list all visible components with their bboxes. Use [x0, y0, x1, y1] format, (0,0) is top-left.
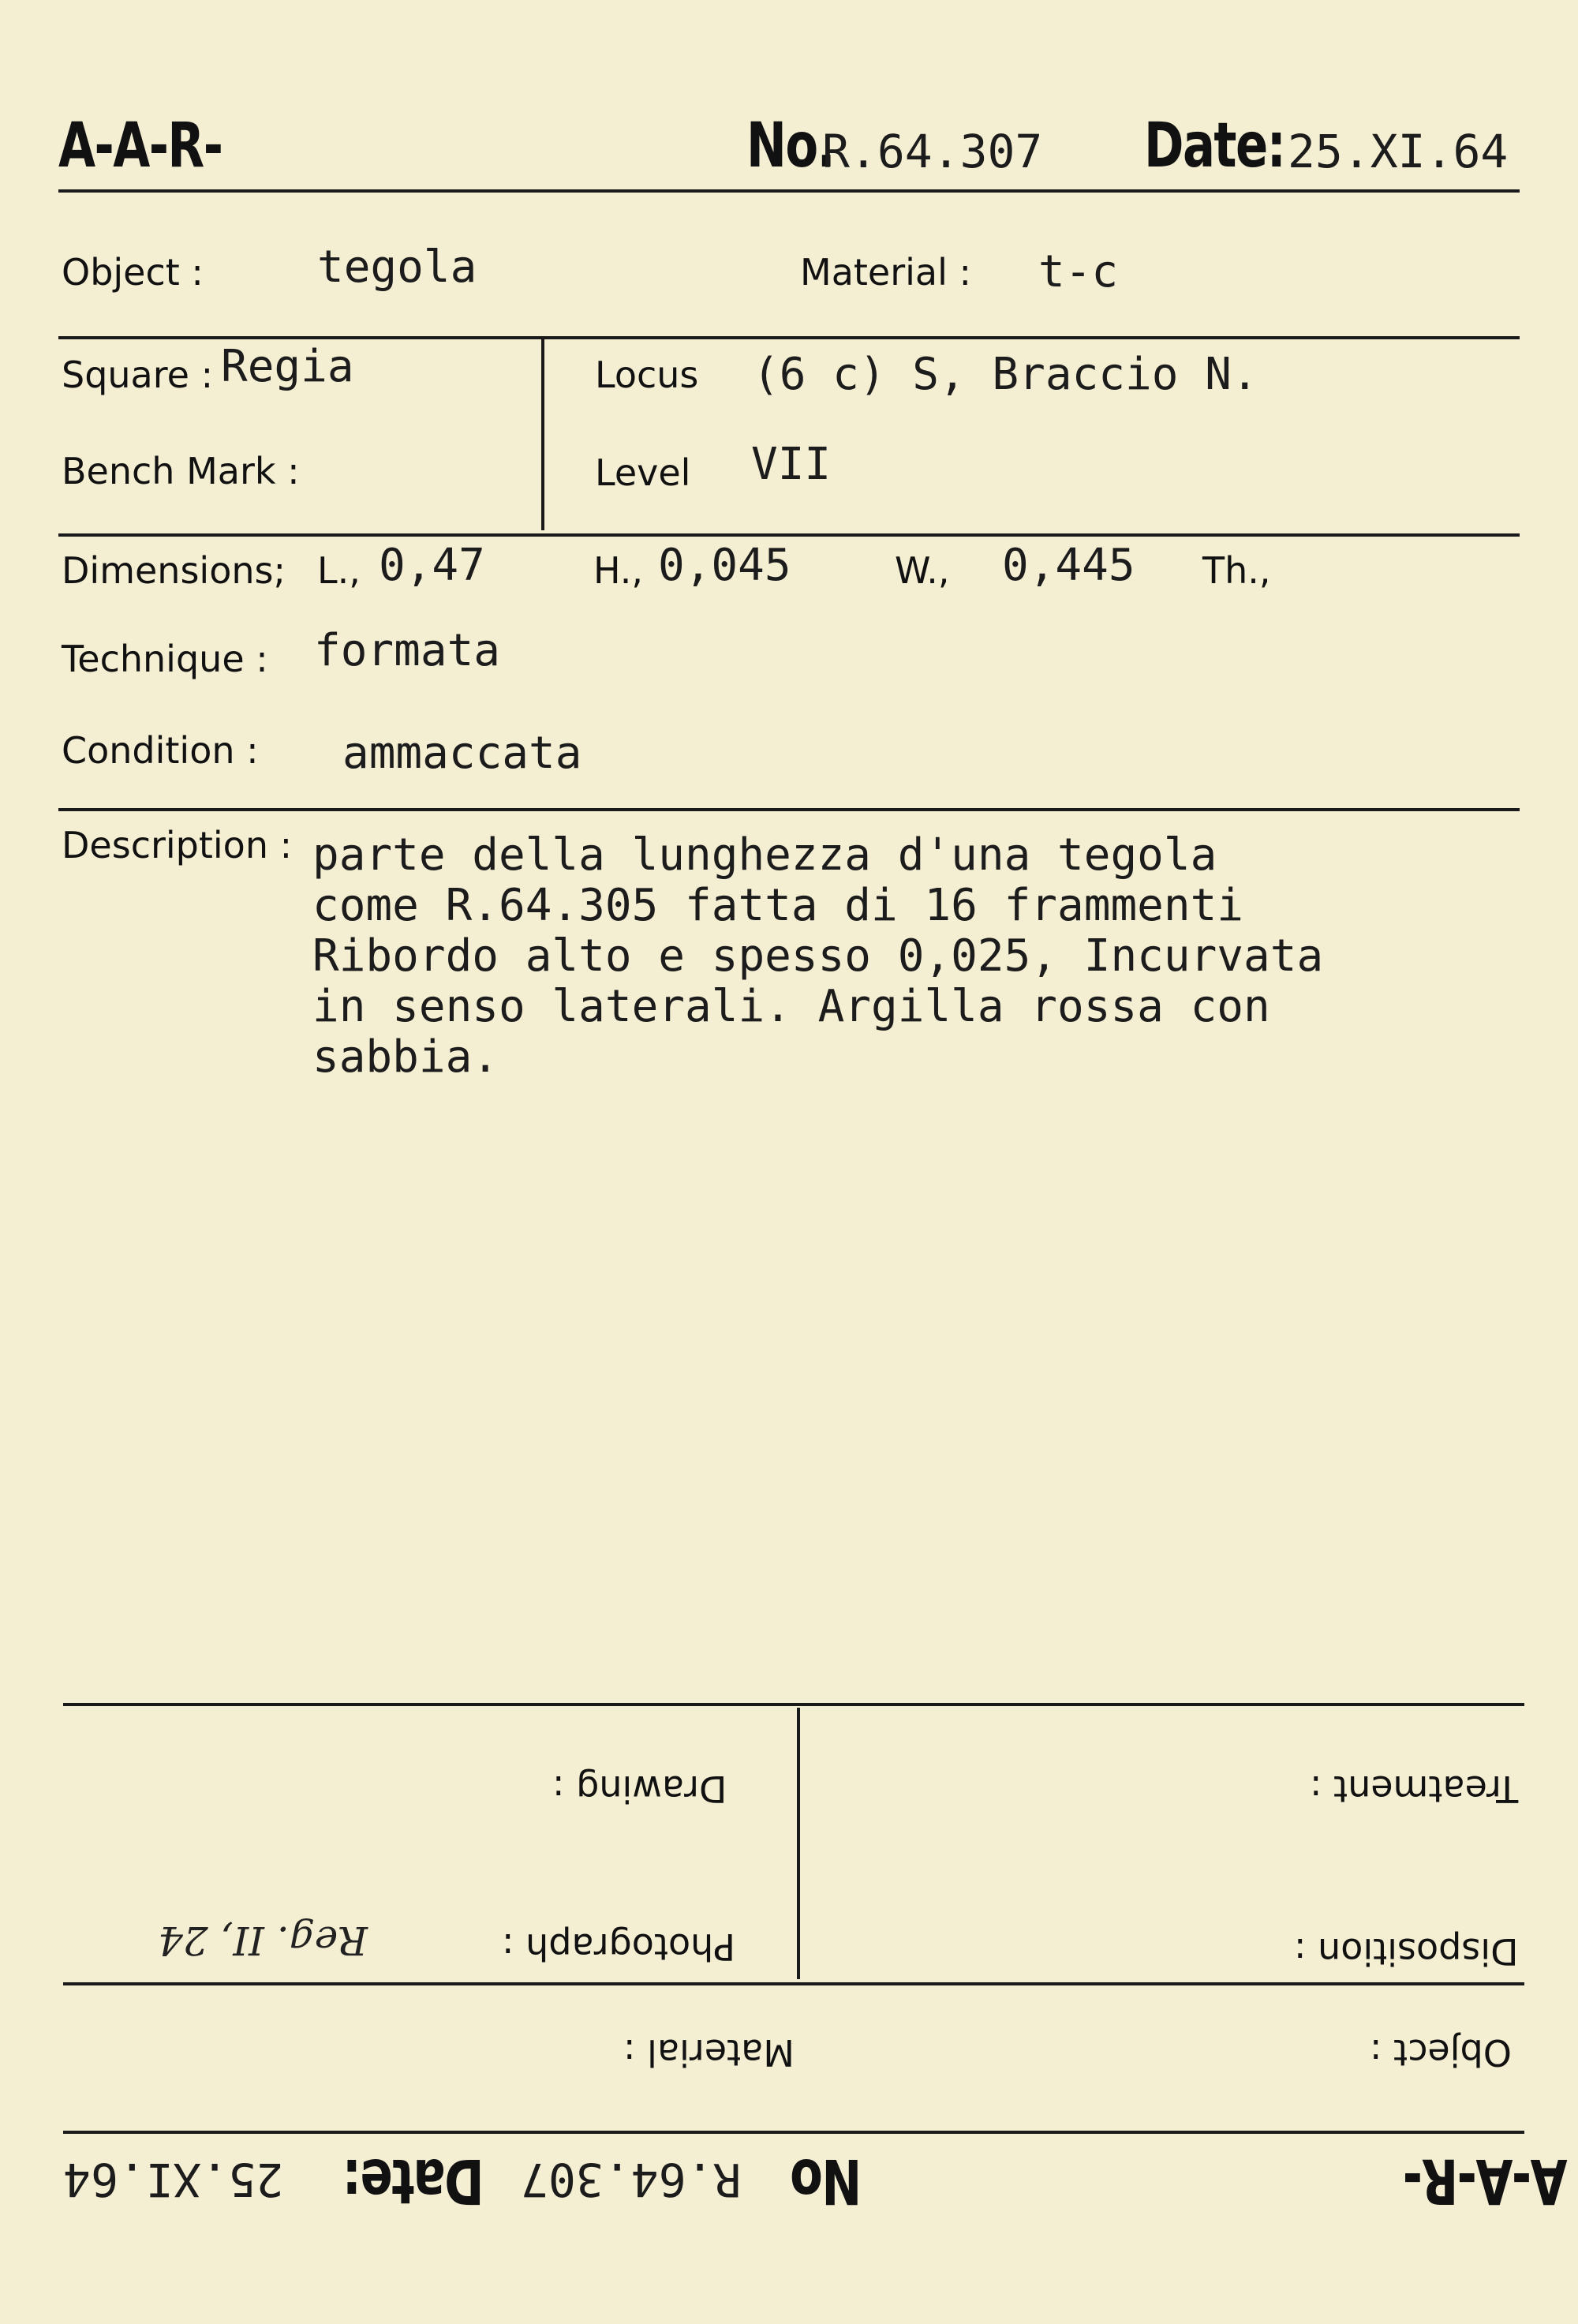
level-value: VII: [751, 439, 832, 490]
condition-value: ammaccata: [342, 728, 582, 779]
square-value: Regia: [221, 341, 354, 392]
width-label: W.,: [895, 549, 950, 592]
material-label-bottom: Material :: [623, 2031, 795, 2074]
object-label-bottom: Object :: [1370, 2031, 1512, 2074]
date-label: Date:: [1144, 110, 1285, 182]
card-date-bottom: 25.XI.64: [63, 2153, 284, 2206]
bench-mark-label: Bench Mark :: [62, 450, 300, 492]
square-label: Square :: [62, 354, 214, 396]
treatment-label: Treatment :: [1310, 1768, 1519, 1810]
technique-value: formata: [314, 625, 501, 676]
card-number-bottom: R.64.307: [521, 2153, 742, 2206]
description-line: Ribordo alto e spesso 0,025, Incurvata: [312, 930, 1324, 982]
divider-vertical-bottom: [797, 1708, 800, 1979]
no-label: No.: [746, 110, 835, 182]
material-label: Material :: [800, 251, 971, 294]
rule-bottom-2: [63, 1982, 1524, 1985]
no-label-bottom: No: [791, 2145, 862, 2216]
length-value: 0,47: [379, 540, 485, 591]
rule-3: [58, 533, 1520, 537]
thickness-label: Th.,: [1202, 549, 1271, 592]
rule-bottom-1: [63, 1703, 1524, 1706]
object-value: tegola: [317, 241, 477, 293]
card-number: R.64.307: [822, 125, 1043, 178]
header-rule: [58, 189, 1520, 193]
description-line: come R.64.305 fatta di 16 frammenti: [312, 880, 1244, 931]
height-label: H.,: [593, 549, 644, 592]
description-line: in senso laterali. Argilla rossa con: [312, 981, 1270, 1032]
dimensions-label: Dimensions;: [62, 549, 286, 592]
height-value: 0,045: [658, 540, 791, 591]
technique-label: Technique :: [62, 638, 268, 680]
locus-value: (6 c) S, Braccio N.: [753, 349, 1258, 400]
photograph-value: Reg. II, 24: [158, 1918, 368, 1963]
description-label: Description :: [62, 824, 293, 866]
width-value: 0,445: [1002, 540, 1135, 591]
level-label: Level: [595, 451, 691, 494]
divider-vertical: [541, 339, 544, 530]
description-text: [312, 830, 1323, 1083]
photograph-label: Photograph :: [502, 1925, 735, 1968]
drawing-label: Drawing :: [552, 1768, 727, 1810]
description-line: sabbia.: [312, 1031, 499, 1083]
rule-4: [58, 808, 1520, 811]
org-code-bottom: A-A-R-: [1404, 2145, 1568, 2216]
description-line: parte della lunghezza d'una tegola: [312, 829, 1217, 881]
date-label-bottom: Date:: [343, 2145, 484, 2216]
condition-label: Condition :: [62, 729, 259, 772]
disposition-label: Disposition :: [1294, 1930, 1519, 1973]
org-code: A-A-R-: [58, 110, 222, 182]
rule-bottom-3: [63, 2131, 1524, 2134]
material-value: t-c: [1038, 246, 1119, 298]
length-label: L.,: [317, 549, 361, 592]
rule-2: [58, 336, 1520, 339]
locus-label: Locus: [595, 354, 699, 396]
object-label: Object :: [62, 251, 204, 294]
card-date: 25.XI.64: [1288, 125, 1509, 178]
